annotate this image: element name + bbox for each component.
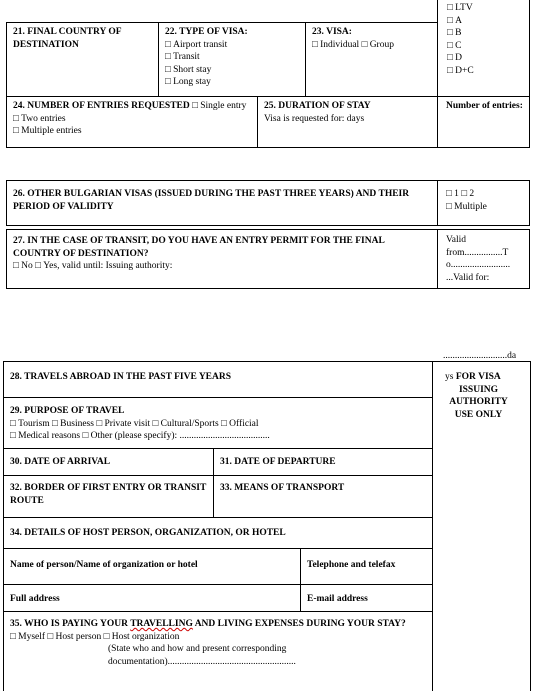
q27-cell xyxy=(6,229,438,289)
q25-title: 25. DURATION OF STAY xyxy=(264,101,371,111)
q26-side-option-2[interactable]: □ 2 xyxy=(461,189,474,199)
q29-option-tourism[interactable]: □ Tourism xyxy=(10,419,50,429)
host-address-cell[interactable] xyxy=(3,584,301,612)
q29-option-business[interactable]: □ Business xyxy=(52,419,94,429)
q27-side-cell xyxy=(437,229,530,289)
authority-line-2: ISSUING xyxy=(458,384,499,395)
q35-title-b: AND LIVING EXPENSES DURING YOUR STAY? xyxy=(192,619,406,629)
q23-cell xyxy=(305,22,438,97)
q26-side-option-multiple[interactable]: □ Multiple xyxy=(446,202,487,212)
q27-side-to[interactable]: o......................... xyxy=(446,260,511,270)
entries-side-cell xyxy=(437,96,530,148)
q22-option-transit[interactable]: □ Transit xyxy=(165,51,299,64)
side-option-b[interactable]: □ B xyxy=(447,27,474,40)
q35-option-host-person[interactable]: □ Host person xyxy=(47,632,101,642)
q27-option-no[interactable]: □ No xyxy=(13,261,33,271)
q23-option-individual[interactable]: □ Individual xyxy=(312,40,359,50)
side-top-box xyxy=(437,0,530,97)
q22-cell xyxy=(158,22,306,97)
entries-side-label: Number of entries: xyxy=(446,101,523,111)
q33-title: 33. MEANS OF TRANSPORT xyxy=(220,483,345,493)
side-option-d-plus-c[interactable]: □ D+C xyxy=(447,65,474,78)
host-email-cell[interactable] xyxy=(300,584,433,612)
q21-title: 21. FINAL COUNTRY OF DESTINATION xyxy=(13,27,122,50)
q33-cell[interactable] xyxy=(213,475,433,518)
q24-option-single-entry[interactable]: □ Single entry xyxy=(192,101,246,111)
q22-option-short-stay[interactable]: □ Short stay xyxy=(165,64,299,77)
q35-option-host-organization[interactable]: □ Host organization xyxy=(104,632,180,642)
q24-title: 24. NUMBER OF ENTRIES REQUESTED xyxy=(13,101,190,111)
q29-cell xyxy=(3,397,433,449)
q23-title: 23. VISA: xyxy=(312,27,352,37)
authority-line-3: AUTHORITY xyxy=(449,397,508,407)
q28-title: 28. TRAVELS ABROAD IN THE PAST FIVE YEARS xyxy=(10,372,232,382)
q27-side-from[interactable]: from................T xyxy=(446,247,509,258)
side-option-c[interactable]: □ C xyxy=(447,40,474,53)
q21-cell[interactable] xyxy=(6,22,159,97)
host-phone-label: Telephone and telefax xyxy=(307,560,396,570)
authority-prefix: ys xyxy=(445,372,454,382)
q24-cell xyxy=(6,96,258,148)
q35-title-a: 35. WHO IS PAYING YOUR xyxy=(10,619,131,629)
q34-title: 34. DETAILS OF HOST PERSON, ORGANIZATION, OR HOTEL xyxy=(10,528,286,538)
q35-note-1: (State who and how and present corresponding xyxy=(108,644,287,654)
q29-option-private-visit[interactable]: □ Private visit xyxy=(96,419,150,429)
q29-title: 29. PURPOSE OF TRAVEL xyxy=(10,406,125,416)
q35-option-myself[interactable]: □ Myself xyxy=(10,632,45,642)
host-name-cell[interactable] xyxy=(3,548,301,585)
q31-cell[interactable] xyxy=(213,448,433,476)
q32-title: 32. BORDER OF FIRST ENTRY OR TRANSIT ROUTE xyxy=(10,483,207,506)
q27-option-yes[interactable]: □ Yes, valid until: Issuing authority: xyxy=(35,261,172,271)
q32-cell[interactable] xyxy=(3,475,214,518)
q26-cell[interactable] xyxy=(6,180,438,226)
q27-title: 27. IN THE CASE OF TRANSIT, DO YOU HAVE AN ENTRY PERMIT FOR THE FINAL COUNTRY OF DESTINATION? xyxy=(13,236,385,259)
q35-note-2[interactable]: documentation)...................................................... xyxy=(108,656,296,667)
q35-title-squiggle: TRAVELLING xyxy=(130,619,193,629)
host-address-label: Full address xyxy=(10,594,60,604)
q22-option-long-stay[interactable]: □ Long stay xyxy=(165,76,299,89)
authority-line-4: USE ONLY xyxy=(454,409,503,420)
q22-option-airport-transit[interactable]: □ Airport transit xyxy=(165,39,299,52)
q27-side-valid: Valid xyxy=(446,235,467,245)
side-option-a[interactable]: □ A xyxy=(447,15,474,28)
authority-line-1: FOR VISA xyxy=(455,372,501,382)
q29-option-cultural-sports[interactable]: □ Cultural/Sports xyxy=(152,419,218,429)
q24-option-multiple-entries[interactable]: □ Multiple entries xyxy=(13,126,82,136)
authority-side-cell xyxy=(432,361,531,691)
q28-cell[interactable] xyxy=(3,361,433,398)
q26-title: 26. OTHER BULGARIAN VISAS (ISSUED DURING THE PAST THREE YEARS) AND THEIR PERIOD OF VALIDITY xyxy=(13,189,410,212)
da-dotted-line: ...........................da xyxy=(443,351,517,361)
q35-title xyxy=(10,619,406,629)
q26-side-option-1[interactable]: □ 1 xyxy=(446,189,459,199)
side-option-ltv[interactable]: □ LTV xyxy=(447,2,474,15)
q25-text: Visa is requested for: days xyxy=(264,113,365,124)
q25-cell[interactable] xyxy=(257,96,438,148)
q34-cell xyxy=(3,517,433,549)
q27-side-valid-for[interactable]: ...Valid for: xyxy=(446,272,490,283)
q29-option-official[interactable]: □ Official xyxy=(221,419,259,429)
host-email-label: E-mail address xyxy=(307,594,368,604)
side-option-d[interactable]: □ D xyxy=(447,52,474,65)
q35-cell xyxy=(3,611,433,691)
host-phone-cell[interactable] xyxy=(300,548,433,585)
q30-cell[interactable] xyxy=(3,448,214,476)
q29-option-other[interactable]: □ Other (please specify): ...................................... xyxy=(83,431,270,441)
q30-title: 30. DATE OF ARRIVAL xyxy=(10,457,111,467)
q31-title: 31. DATE OF DEPARTURE xyxy=(220,457,336,467)
q23-option-group[interactable]: □ Group xyxy=(362,40,394,50)
q26-side-cell xyxy=(437,180,530,226)
q29-option-medical[interactable]: □ Medical reasons xyxy=(10,431,80,441)
q24-option-two-entries[interactable]: □ Two entries xyxy=(13,114,66,124)
host-name-label: Name of person/Name of organization or hotel xyxy=(10,560,198,570)
q22-title: 22. TYPE OF VISA: xyxy=(165,27,248,37)
